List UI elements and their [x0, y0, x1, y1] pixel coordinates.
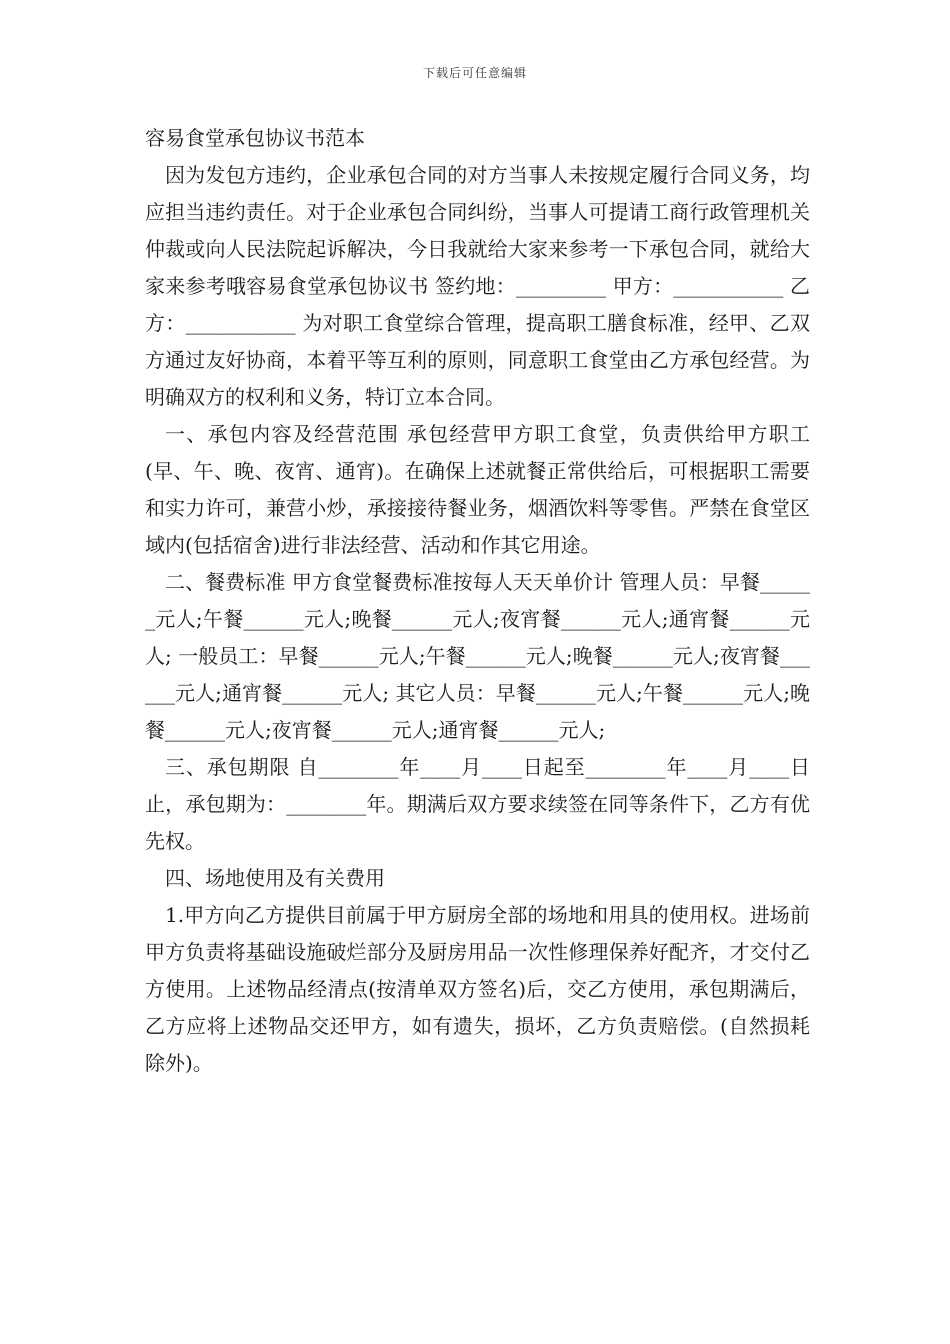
- paragraph-section-2: 二、餐费标准 甲方食堂餐费标准按每人天天单价计 管理人员：早餐______元人;午餐______元人;晚餐______元人;夜宵餐______元人;通宵餐______元人; 一般员工：早餐______元人;午餐______元人;晚餐______元人;夜宵餐______元人;通宵餐______元人; 其它人员：早餐______元人;午餐______元人;晚餐______元人;夜宵餐______元人;通宵餐______元人;: [145, 570, 810, 742]
- paragraph-section-1: 一、承包内容及经营范围 承包经营甲方职工食堂，负责供给甲方职工(早、午、晚、夜宵、通宵)。在确保上述就餐正常供给后，可根据职工需要和实力许可，兼营小炒，承接接待餐业务，烟酒饮料等零售。严禁在食堂区域内(包括宿舍)进行非法经营、活动和作其它用途。: [145, 422, 810, 557]
- paragraph-section-4-heading: 四、场地使用及有关费用: [165, 866, 385, 890]
- document-title: 容易食堂承包协议书范本: [145, 126, 365, 150]
- paragraph-section-4-item-1: 1.甲方向乙方提供目前属于甲方厨房全部的场地和用具的使用权。进场前甲方负责将基础设施破烂部分及厨房用品一次性修理保养好配齐，才交付乙方使用。上述物品经清点(按清单双方签名)后，交乙方使用，承包期满后，乙方应将上述物品交还甲方，如有遗失，损坏，乙方负责赔偿。(自然损耗除外)。: [145, 903, 810, 1075]
- paragraph-intro: 因为发包方违约，企业承包合同的对方当事人未按规定履行合同义务，均应担当违约责任。对于企业承包合同纠纷，当事人可提请工商行政管理机关仲裁或向人民法院起诉解决，今日我就给大家来参考一下承包合同，就给大家来参考哦容易食堂承包协议书 签约地：_________ 甲方：___________ 乙方：___________ 为对职工食堂综合管理，提高职工膳食标准，经甲、乙双方通过友好协商，本着平等互利的原则，同意职工食堂由乙方承包经营。为明确双方的权利和义务，特订立本合同。: [145, 163, 810, 409]
- page-header-note: 下载后可任意编辑: [422, 66, 527, 80]
- document-body: [145, 120, 810, 1082]
- paragraph-section-3: 三、承包期限 自________年____月____日起至________年____月____日止，承包期为：________年。期满后双方要求续签在同等条件下，乙方有优先权。: [145, 755, 810, 853]
